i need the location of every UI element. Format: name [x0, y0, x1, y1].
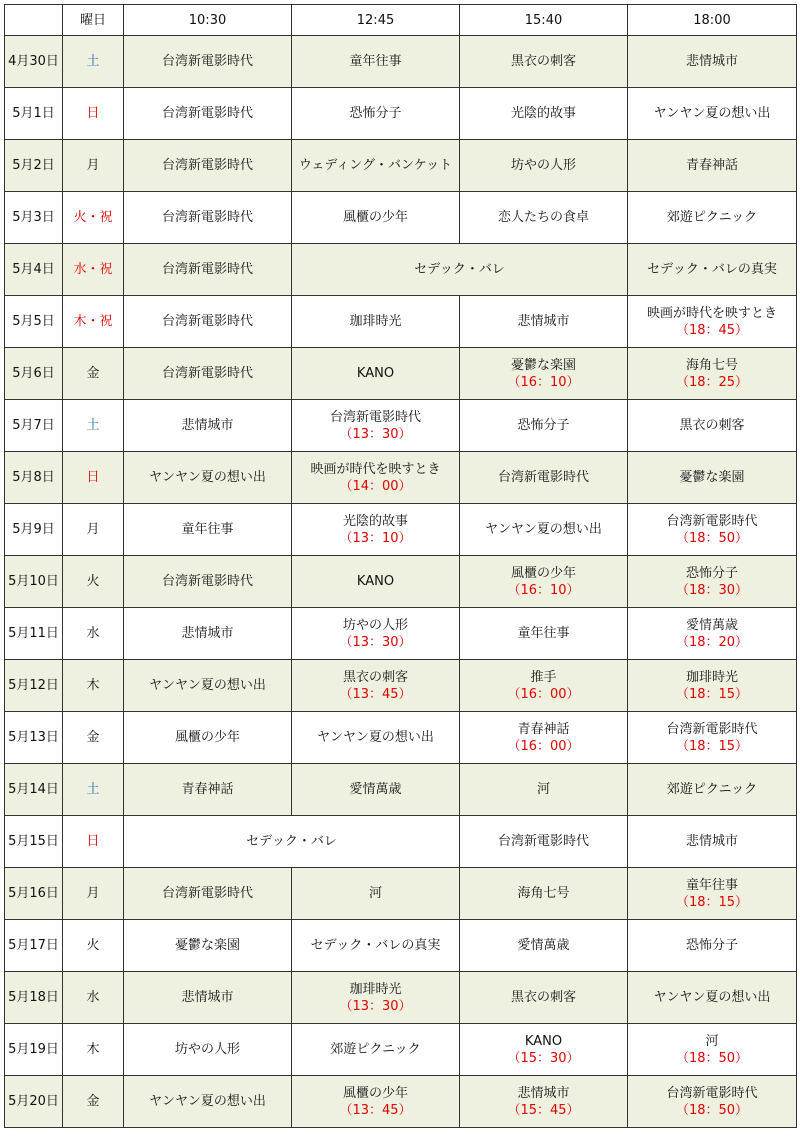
- film-title: ヤンヤン夏の想い出: [653, 990, 771, 1005]
- film-title: 青春神話: [181, 782, 234, 797]
- screening-cell: [628, 140, 797, 192]
- table-row: [5, 504, 797, 556]
- screening-cell: [292, 1076, 460, 1128]
- showtime-note: （13：45）: [339, 1102, 412, 1118]
- date-cell: 5月18日: [5, 972, 63, 1024]
- screening-cell: [124, 192, 292, 244]
- film-title: 台湾新電影時代: [161, 210, 253, 225]
- table-row: [5, 816, 797, 868]
- film-title: 郊遊ピクニック: [666, 210, 758, 225]
- film-title: 映画が時代を映すとき: [646, 305, 777, 321]
- film-title: KANO: [524, 1033, 563, 1049]
- screening-cell: [460, 192, 628, 244]
- screening-cell: [292, 36, 460, 88]
- film-title: 台湾新電影時代: [161, 262, 253, 277]
- film-title: セデック・バレ: [246, 834, 337, 849]
- screening-cell: [628, 712, 797, 764]
- screening-cell: [628, 36, 797, 88]
- weekday-cell: 火・祝: [63, 192, 124, 244]
- screening-cell: [292, 504, 460, 556]
- screening-cell: [460, 556, 628, 608]
- film-title: 悲情城市: [181, 626, 234, 641]
- date-cell: 5月3日: [5, 192, 63, 244]
- screening-cell: [292, 400, 460, 452]
- date-cell: 5月8日: [5, 452, 63, 504]
- film-title: 映画が時代を映すとき: [310, 461, 441, 477]
- screening-cell: [124, 556, 292, 608]
- film-title: ウェディング・バンケット: [298, 158, 453, 173]
- film-title: 風櫃の少年: [342, 1085, 408, 1101]
- film-title: 河: [705, 1033, 719, 1049]
- film-title: 台湾新電影時代: [161, 314, 253, 329]
- film-title: 河: [536, 782, 550, 797]
- date-cell: 5月11日: [5, 608, 63, 660]
- date-cell: 5月6日: [5, 348, 63, 400]
- weekday-cell: 日: [63, 88, 124, 140]
- weekday-cell: 火: [63, 920, 124, 972]
- screening-cell: [292, 764, 460, 816]
- screening-cell: [460, 660, 628, 712]
- film-title: 童年往事: [349, 54, 402, 69]
- film-title: ヤンヤン夏の想い出: [149, 1094, 266, 1109]
- film-title: 珈琲時光: [349, 314, 402, 329]
- screening-cell: [628, 400, 797, 452]
- screening-cell: [124, 608, 292, 660]
- screening-cell: [124, 504, 292, 556]
- screening-cell: [292, 244, 628, 296]
- header-time-1245: 12:45: [292, 5, 460, 36]
- weekday-cell: 土: [63, 764, 124, 816]
- film-title: 黒衣の刺客: [510, 990, 576, 1005]
- screening-cell: [460, 1076, 628, 1128]
- screening-cell: [292, 88, 460, 140]
- film-title: 光陰的故事: [342, 513, 408, 529]
- film-title: 悲情城市: [181, 418, 234, 433]
- showtime-note: （18：15）: [675, 894, 749, 910]
- screening-cell: [628, 764, 797, 816]
- date-cell: 5月2日: [5, 140, 63, 192]
- film-title: 恐怖分子: [685, 565, 738, 581]
- film-title: 黒衣の刺客: [679, 418, 745, 433]
- table-row: [5, 712, 797, 764]
- table-row: [5, 244, 797, 296]
- showtime-note: （16：10）: [507, 582, 580, 598]
- showtime-note: （18：50）: [675, 1050, 749, 1066]
- screening-cell: [124, 764, 292, 816]
- weekday-cell: 水: [63, 972, 124, 1024]
- film-title: 愛情萬歳: [685, 617, 738, 633]
- film-title: KANO: [356, 574, 395, 589]
- date-cell: 5月10日: [5, 556, 63, 608]
- screening-cell: [124, 452, 292, 504]
- screening-cell: [460, 36, 628, 88]
- header-time-1030: 10:30: [124, 5, 292, 36]
- screening-cell: [292, 556, 460, 608]
- table-row: [5, 972, 797, 1024]
- date-cell: 5月5日: [5, 296, 63, 348]
- screening-cell: [124, 244, 292, 296]
- film-title: 台湾新電影時代: [161, 158, 253, 173]
- film-title: 悲情城市: [517, 1085, 570, 1101]
- showtime-note: （13：30）: [339, 634, 412, 650]
- film-title: 光陰的故事: [510, 106, 576, 121]
- screening-cell: [292, 972, 460, 1024]
- film-title: 推手: [530, 669, 557, 685]
- screening-cell: [460, 400, 628, 452]
- film-title: 青春神話: [517, 721, 570, 737]
- screening-cell: [628, 1024, 797, 1076]
- film-title: セデック・バレ: [414, 262, 505, 277]
- table-row: [5, 556, 797, 608]
- weekday-cell: 金: [63, 712, 124, 764]
- table-row: [5, 868, 797, 920]
- schedule-table: [4, 4, 797, 1128]
- film-title: 海角七号: [685, 357, 738, 373]
- table-row: [5, 1076, 797, 1128]
- screening-cell: [124, 1076, 292, 1128]
- film-title: 台湾新電影時代: [666, 513, 758, 529]
- film-title: 郊遊ピクニック: [330, 1042, 421, 1057]
- film-title: KANO: [356, 366, 395, 381]
- showtime-note: （18：25）: [675, 374, 749, 390]
- screening-cell: [628, 920, 797, 972]
- weekday-cell: 月: [63, 868, 124, 920]
- showtime-note: （18：50）: [675, 530, 749, 546]
- screening-cell: [124, 400, 292, 452]
- film-title: 悲情城市: [685, 54, 738, 69]
- screening-cell: [124, 348, 292, 400]
- date-cell: 5月4日: [5, 244, 63, 296]
- showtime-note: （18：15）: [675, 686, 749, 702]
- film-title: 悲情城市: [685, 834, 738, 849]
- showtime-note: （18：20）: [675, 634, 749, 650]
- date-cell: 5月1日: [5, 88, 63, 140]
- showtime-note: （13：10）: [339, 530, 412, 546]
- header-time-1540: 15:40: [460, 5, 628, 36]
- screening-cell: [460, 88, 628, 140]
- showtime-note: （18：30）: [675, 582, 749, 598]
- screening-cell: [124, 1024, 292, 1076]
- film-title: 悲情城市: [181, 990, 234, 1005]
- screening-cell: [292, 920, 460, 972]
- showtime-note: （14：00）: [339, 478, 412, 494]
- screening-cell: [292, 868, 460, 920]
- screening-cell: [628, 972, 797, 1024]
- weekday-cell: 月: [63, 504, 124, 556]
- date-cell: 5月16日: [5, 868, 63, 920]
- screening-cell: [460, 608, 628, 660]
- showtime-note: （18：45）: [675, 322, 749, 338]
- film-title: セデック・バレの真実: [310, 938, 441, 953]
- screening-cell: [628, 608, 797, 660]
- showtime-note: （13：45）: [339, 686, 412, 702]
- screening-cell: [124, 920, 292, 972]
- weekday-cell: 金: [63, 348, 124, 400]
- screening-cell: [292, 608, 460, 660]
- screening-cell: [460, 712, 628, 764]
- screening-cell: [460, 296, 628, 348]
- film-title: 悲情城市: [517, 314, 570, 329]
- date-cell: 5月9日: [5, 504, 63, 556]
- screening-cell: [460, 816, 628, 868]
- weekday-cell: 木・祝: [63, 296, 124, 348]
- screening-cell: [292, 712, 460, 764]
- weekday-cell: 月: [63, 140, 124, 192]
- screening-cell: [460, 764, 628, 816]
- showtime-note: （16：10）: [507, 374, 580, 390]
- film-title: 童年往事: [181, 522, 234, 537]
- weekday-cell: 木: [63, 1024, 124, 1076]
- weekday-cell: 金: [63, 1076, 124, 1128]
- film-title: 珈琲時光: [349, 981, 402, 997]
- screening-cell: [292, 348, 460, 400]
- table-row: [5, 140, 797, 192]
- screening-cell: [124, 816, 460, 868]
- film-title: 風櫃の少年: [510, 565, 576, 581]
- film-title: ヤンヤン夏の想い出: [149, 470, 266, 485]
- film-title: 坊やの人形: [174, 1042, 240, 1057]
- screening-cell: [460, 140, 628, 192]
- screening-cell: [628, 1076, 797, 1128]
- film-title: 恐怖分子: [517, 418, 570, 433]
- screening-cell: [628, 348, 797, 400]
- film-title: 台湾新電影時代: [497, 834, 589, 849]
- weekday-cell: 土: [63, 400, 124, 452]
- screening-cell: [460, 920, 628, 972]
- screening-cell: [292, 452, 460, 504]
- date-cell: 5月12日: [5, 660, 63, 712]
- film-title: 愛情萬歳: [517, 938, 570, 953]
- screening-cell: [124, 660, 292, 712]
- film-title: 黒衣の刺客: [342, 669, 408, 685]
- date-cell: 5月13日: [5, 712, 63, 764]
- showtime-note: （15：45）: [507, 1102, 580, 1118]
- screening-cell: [124, 712, 292, 764]
- film-title: 台湾新電影時代: [666, 721, 758, 737]
- screening-cell: [460, 504, 628, 556]
- screening-cell: [460, 348, 628, 400]
- film-title: 憂鬱な楽園: [679, 470, 745, 485]
- showtime-note: （18：50）: [675, 1102, 749, 1118]
- film-title: ヤンヤン夏の想い出: [485, 522, 602, 537]
- screening-cell: [124, 88, 292, 140]
- showtime-note: （16：00）: [507, 686, 580, 702]
- table-row: [5, 1024, 797, 1076]
- film-title: ヤンヤン夏の想い出: [317, 730, 434, 745]
- screening-cell: [628, 244, 797, 296]
- table-row: [5, 920, 797, 972]
- film-title: 風櫃の少年: [342, 210, 408, 225]
- weekday-cell: 木: [63, 660, 124, 712]
- film-title: 恋人たちの食卓: [497, 210, 589, 225]
- screening-cell: [292, 192, 460, 244]
- film-title: 童年往事: [685, 877, 738, 893]
- schedule-body: [5, 36, 797, 1128]
- film-title: 風櫃の少年: [174, 730, 240, 745]
- screening-cell: [628, 816, 797, 868]
- screening-cell: [628, 452, 797, 504]
- table-row: [5, 400, 797, 452]
- weekday-cell: 土: [63, 36, 124, 88]
- film-title: 青春神話: [685, 158, 738, 173]
- film-title: ヤンヤン夏の想い出: [653, 106, 771, 121]
- showtime-note: （13：30）: [339, 426, 412, 442]
- film-title: 恐怖分子: [349, 106, 402, 121]
- film-title: 憂鬱な楽園: [174, 938, 240, 953]
- film-title: 台湾新電影時代: [666, 1085, 758, 1101]
- weekday-cell: 日: [63, 816, 124, 868]
- weekday-cell: 火: [63, 556, 124, 608]
- screening-cell: [124, 972, 292, 1024]
- film-title: 恐怖分子: [685, 938, 738, 953]
- screening-cell: [124, 868, 292, 920]
- film-title: 海角七号: [517, 886, 570, 901]
- date-cell: 4月30日: [5, 36, 63, 88]
- table-row: [5, 764, 797, 816]
- header-date: [5, 5, 63, 36]
- film-title: 黒衣の刺客: [510, 54, 576, 69]
- table-row: [5, 88, 797, 140]
- film-title: 台湾新電影時代: [329, 409, 421, 425]
- table-row: [5, 608, 797, 660]
- showtime-note: （16：00）: [507, 738, 580, 754]
- screening-cell: [628, 660, 797, 712]
- date-cell: 5月20日: [5, 1076, 63, 1128]
- film-title: 珈琲時光: [685, 669, 738, 685]
- screening-cell: [124, 296, 292, 348]
- screening-cell: [628, 88, 797, 140]
- screening-cell: [292, 1024, 460, 1076]
- weekday-cell: 水・祝: [63, 244, 124, 296]
- table-row: [5, 296, 797, 348]
- film-title: 台湾新電影時代: [161, 574, 253, 589]
- film-title: 坊やの人形: [510, 158, 576, 173]
- header-time-1800: 18:00: [628, 5, 797, 36]
- screening-cell: [628, 296, 797, 348]
- date-cell: 5月7日: [5, 400, 63, 452]
- screening-cell: [124, 36, 292, 88]
- date-cell: 5月19日: [5, 1024, 63, 1076]
- screening-cell: [460, 868, 628, 920]
- table-row: [5, 348, 797, 400]
- showtime-note: （15：30）: [507, 1050, 580, 1066]
- date-cell: 5月14日: [5, 764, 63, 816]
- weekday-cell: 日: [63, 452, 124, 504]
- screening-cell: [628, 556, 797, 608]
- film-title: 台湾新電影時代: [161, 106, 253, 121]
- screening-cell: [124, 140, 292, 192]
- film-title: 台湾新電影時代: [161, 366, 253, 381]
- film-title: 郊遊ピクニック: [666, 782, 758, 797]
- showtime-note: （13：30）: [339, 998, 412, 1014]
- date-cell: 5月17日: [5, 920, 63, 972]
- screening-cell: [292, 660, 460, 712]
- screening-cell: [628, 868, 797, 920]
- table-row: [5, 36, 797, 88]
- film-title: 愛情萬歳: [349, 782, 402, 797]
- screening-cell: [292, 296, 460, 348]
- screening-cell: [460, 452, 628, 504]
- table-row: [5, 452, 797, 504]
- showtime-note: （18：15）: [675, 738, 749, 754]
- film-title: 台湾新電影時代: [497, 470, 589, 485]
- film-title: 河: [368, 886, 382, 901]
- film-title: 台湾新電影時代: [161, 886, 253, 901]
- table-row: [5, 192, 797, 244]
- film-title: 台湾新電影時代: [161, 54, 253, 69]
- film-title: 坊やの人形: [342, 617, 408, 633]
- date-cell: 5月15日: [5, 816, 63, 868]
- table-row: [5, 660, 797, 712]
- film-title: セデック・バレの真実: [647, 262, 777, 277]
- screening-cell: [292, 140, 460, 192]
- film-title: 憂鬱な楽園: [510, 357, 576, 373]
- film-title: 童年往事: [517, 626, 570, 641]
- screening-cell: [460, 972, 628, 1024]
- screening-cell: [628, 192, 797, 244]
- header-weekday: 曜日: [63, 5, 124, 36]
- screening-cell: [460, 1024, 628, 1076]
- screening-cell: [628, 504, 797, 556]
- header-row: [5, 5, 797, 36]
- film-title: ヤンヤン夏の想い出: [149, 678, 266, 693]
- weekday-cell: 水: [63, 608, 124, 660]
